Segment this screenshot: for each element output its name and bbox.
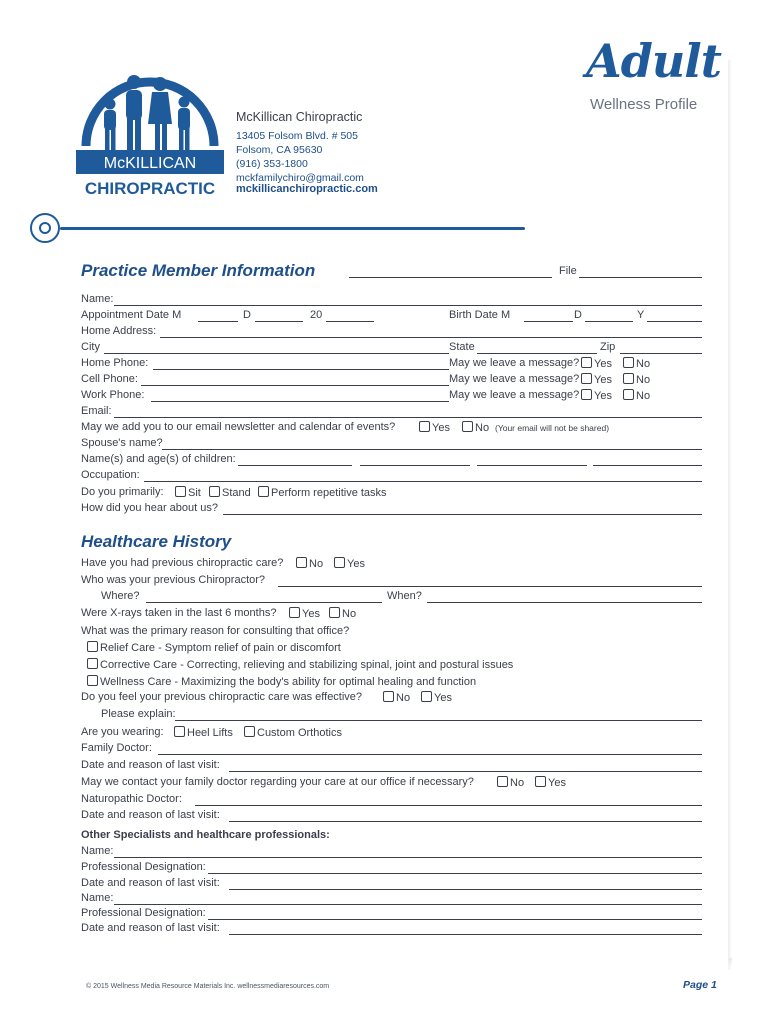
cell-msg-no[interactable] xyxy=(623,373,650,386)
other-name-field-1[interactable] xyxy=(114,845,702,858)
designation-field-1[interactable] xyxy=(208,861,702,874)
other-name-field-2[interactable] xyxy=(114,892,702,905)
file-label: File xyxy=(559,265,577,277)
work-msg-no[interactable] xyxy=(623,389,650,402)
effective-label: Do you feel your previous chiropractic care was effective? xyxy=(81,691,363,703)
work-phone-label: Work Phone: xyxy=(81,389,145,401)
primarily-row xyxy=(81,486,702,501)
file-row xyxy=(81,265,702,280)
effective-yes[interactable] xyxy=(421,691,452,704)
home-msg-label: May we leave a message? xyxy=(449,357,580,369)
form-title: Adult xyxy=(586,34,722,88)
zip-field[interactable] xyxy=(620,341,702,354)
other-name-label-2: Name: xyxy=(81,892,114,904)
checkbox-icon[interactable] xyxy=(244,726,255,737)
orthotics-option[interactable] xyxy=(244,726,342,739)
other-name-row-2 xyxy=(81,892,702,907)
appt-date-label: Appointment Date M xyxy=(81,309,182,321)
wearing-label: Are you wearing: xyxy=(81,726,164,738)
birth-day-label: D xyxy=(574,309,582,321)
designation-row-2 xyxy=(81,907,702,922)
work-msg-label: May we leave a message? xyxy=(449,389,580,401)
child-field-3[interactable] xyxy=(477,453,587,466)
prev-care-no[interactable] xyxy=(296,557,323,570)
history-title: Healthcare History xyxy=(81,532,232,551)
clinic-name: McKillican Chiropractic xyxy=(236,110,363,124)
occupation-label: Occupation: xyxy=(81,469,140,481)
other-specialists-label: Other Specialists and healthcare professionals: xyxy=(81,829,330,841)
yes-label: Yes xyxy=(594,390,612,402)
corrective-row xyxy=(81,658,702,673)
designation-label-2: Professional Designation: xyxy=(81,907,206,919)
family-visit-field[interactable] xyxy=(229,759,702,772)
orthotics-label: Custom Orthotics xyxy=(257,727,342,739)
rule-ring-inner xyxy=(39,222,51,234)
checkbox-icon[interactable] xyxy=(174,726,185,737)
sit-label: Sit xyxy=(188,487,201,499)
city-label: City xyxy=(81,341,100,353)
sit-option[interactable] xyxy=(175,486,201,499)
no-label: No xyxy=(636,358,651,370)
practice-title: Practice Member Information xyxy=(81,261,316,280)
work-phone-field[interactable] xyxy=(151,389,449,402)
primarily-label: Do you primarily: xyxy=(81,486,164,498)
wellness-option[interactable] xyxy=(87,675,476,688)
email-field[interactable] xyxy=(114,405,702,418)
stand-option[interactable] xyxy=(209,486,251,499)
name-row xyxy=(81,293,702,308)
newsletter-label: May we add you to our email newsletter and calendar of events? xyxy=(81,421,396,433)
designation-row-1 xyxy=(81,861,702,876)
relief-label: Relief Care - Symptom relief of pain or discomfort xyxy=(100,642,341,654)
prev-chiro-row xyxy=(81,574,702,589)
city-field[interactable] xyxy=(104,341,449,354)
home-msg-yes[interactable] xyxy=(581,357,612,370)
form-subtitle: Wellness Profile xyxy=(590,96,698,113)
no-label: No xyxy=(475,422,490,434)
other-name-label-1: Name: xyxy=(81,845,114,857)
contact-row xyxy=(81,776,702,791)
contact-yes[interactable] xyxy=(535,776,566,789)
wearing-row xyxy=(81,726,702,741)
prev-chiro-field[interactable] xyxy=(278,574,702,587)
header-rule xyxy=(60,227,525,230)
checkbox-icon[interactable] xyxy=(296,557,307,568)
xrays-yes[interactable] xyxy=(289,607,320,620)
children-label: Name(s) and age(s) of children: xyxy=(81,453,236,465)
hear-row xyxy=(81,502,702,517)
contact-label: May we contact your family doctor regarding your care at our office if necessary? xyxy=(81,776,474,788)
explain-label: Please explain: xyxy=(101,708,176,720)
prev-chiro-label: Who was your previous Chiropractor? xyxy=(81,574,266,586)
prev-care-yes[interactable] xyxy=(334,557,365,570)
family-logo xyxy=(76,38,224,204)
name-label: Name: xyxy=(81,293,114,305)
appt-year-field[interactable] xyxy=(326,309,374,322)
checkbox-icon[interactable] xyxy=(209,486,220,497)
state-field[interactable] xyxy=(477,341,597,354)
repetitive-option[interactable] xyxy=(258,486,387,499)
email-row xyxy=(81,405,702,420)
cell-phone-field[interactable] xyxy=(141,373,449,386)
designation-field-2[interactable] xyxy=(208,907,702,920)
no-label: No xyxy=(342,608,357,620)
spouse-field[interactable] xyxy=(162,437,702,450)
no-label: No xyxy=(510,777,525,789)
child-field-4[interactable] xyxy=(593,453,702,466)
hear-label: How did you hear about us? xyxy=(81,502,218,514)
where-field[interactable] xyxy=(146,590,382,603)
checkbox-icon[interactable] xyxy=(623,373,634,384)
children-row xyxy=(81,453,702,468)
other-row xyxy=(81,829,702,844)
prev-care-label: Have you had previous chiropractic care? xyxy=(81,557,284,569)
xrays-row xyxy=(81,607,702,622)
checkbox-icon[interactable] xyxy=(581,357,592,368)
zip-label: Zip xyxy=(600,341,616,353)
effective-no[interactable] xyxy=(383,691,410,704)
yes-label: Yes xyxy=(594,358,612,370)
checkbox-icon[interactable] xyxy=(535,776,546,787)
no-label: No xyxy=(309,558,324,570)
appt-month-field[interactable] xyxy=(198,309,238,322)
home-phone-row xyxy=(81,357,702,372)
checkbox-icon[interactable] xyxy=(419,421,430,432)
where-label: Where? xyxy=(101,590,140,602)
child-field-2[interactable] xyxy=(360,453,470,466)
checkbox-icon[interactable] xyxy=(623,357,634,368)
xrays-no[interactable] xyxy=(329,607,356,620)
checkbox-icon[interactable] xyxy=(175,486,186,497)
other-visit-field-1[interactable] xyxy=(229,877,702,890)
checkbox-icon[interactable] xyxy=(329,607,340,618)
name-field[interactable] xyxy=(114,293,702,306)
no-label: No xyxy=(636,374,651,386)
checkbox-icon[interactable] xyxy=(497,776,508,787)
checkbox-icon[interactable] xyxy=(258,486,269,497)
corrective-label: Corrective Care - Correcting, relieving and stabilizing spinal, joint and postural issues xyxy=(100,659,514,671)
other-visit-label-1: Date and reason of last visit: xyxy=(81,877,220,889)
heel-label: Heel Lifts xyxy=(187,727,233,739)
logo-top-text: McKILLICAN xyxy=(103,155,197,172)
cell-phone-row xyxy=(81,373,702,388)
checkbox-icon[interactable] xyxy=(581,389,592,400)
other-visit-field-2[interactable] xyxy=(229,922,702,935)
hear-field[interactable] xyxy=(223,502,702,515)
yes-label: Yes xyxy=(434,692,452,704)
wellness-row xyxy=(81,675,702,690)
effective-row xyxy=(81,691,702,706)
email-label: Email: xyxy=(81,405,112,417)
yes-label: Yes xyxy=(548,777,566,789)
page-number: Page 1 xyxy=(683,979,717,991)
city-row xyxy=(81,341,702,356)
occupation-row xyxy=(81,469,702,484)
explain-row xyxy=(81,708,702,723)
dates-row xyxy=(81,309,702,324)
corrective-option[interactable] xyxy=(87,658,513,671)
checkbox-icon[interactable] xyxy=(421,691,432,702)
copyright-footer: © 2015 Wellness Media Resource Materials Inc. wellnessmediaresources.com xyxy=(86,983,330,990)
appt-year-label: 20 xyxy=(310,309,323,321)
address-line2: Folsom, CA 95630 xyxy=(236,144,323,156)
checkbox-icon[interactable] xyxy=(87,641,98,652)
naturopathic-field[interactable] xyxy=(195,793,702,806)
home-msg-no[interactable] xyxy=(623,357,650,370)
contact-no[interactable] xyxy=(497,776,524,789)
xrays-label: Were X-rays taken in the last 6 months? xyxy=(81,607,277,619)
occupation-field[interactable] xyxy=(144,469,702,482)
clinic-phone: (916) 353-1800 xyxy=(236,158,308,170)
birth-month-field[interactable] xyxy=(524,309,573,322)
naturopathic-row xyxy=(81,793,702,808)
appt-day-label: D xyxy=(243,309,251,321)
birth-date-label: Birth Date M xyxy=(449,309,511,321)
no-label: No xyxy=(396,692,411,704)
family-doc-row xyxy=(81,742,702,757)
repetitive-label: Perform repetitive tasks xyxy=(271,487,387,499)
child-field-1[interactable] xyxy=(238,453,352,466)
yes-label: Yes xyxy=(432,422,450,434)
yes-label: Yes xyxy=(594,374,612,386)
birth-day-field[interactable] xyxy=(585,309,633,322)
yes-label: Yes xyxy=(302,608,320,620)
cell-phone-label: Cell Phone: xyxy=(81,373,138,385)
clinic-website: mckillicanchiropractic.com xyxy=(236,183,378,195)
prev-care-row xyxy=(81,557,702,572)
yes-label: Yes xyxy=(347,558,365,570)
state-label: State xyxy=(449,341,475,353)
logo-bottom-text: CHIROPRACTIC xyxy=(84,179,216,198)
home-address-label: Home Address: xyxy=(81,325,157,337)
cell-msg-yes[interactable] xyxy=(581,373,612,386)
relief-option[interactable] xyxy=(87,641,341,654)
checkbox-icon[interactable] xyxy=(383,691,394,702)
reason-row xyxy=(81,625,702,640)
designation-label-1: Professional Designation: xyxy=(81,861,206,873)
birth-year-field[interactable] xyxy=(647,309,702,322)
home-address-field[interactable] xyxy=(160,325,702,338)
heel-option[interactable] xyxy=(174,726,233,739)
address-line1: 13405 Folsom Blvd. # 505 xyxy=(236,130,358,142)
checkbox-icon[interactable] xyxy=(462,421,473,432)
reason-label: What was the primary reason for consulting that office? xyxy=(81,625,350,637)
cell-msg-label: May we leave a message? xyxy=(449,373,580,385)
relief-row xyxy=(81,641,702,656)
spouse-row xyxy=(81,437,702,452)
family-doc-label: Family Doctor: xyxy=(81,742,152,754)
when-field[interactable] xyxy=(427,590,702,603)
checkbox-icon[interactable] xyxy=(289,607,300,618)
other-name-row-1 xyxy=(81,845,702,860)
explain-field[interactable] xyxy=(175,708,702,721)
checkbox-icon[interactable] xyxy=(623,389,634,400)
clinic-email: mckfamilychiro@gmail.com xyxy=(236,172,364,184)
address-row xyxy=(81,325,702,340)
family-visit-label: Date and reason of last visit: xyxy=(81,759,220,771)
checkbox-icon[interactable] xyxy=(334,557,345,568)
other-visit-row-2 xyxy=(81,922,702,937)
naturopathic-label: Naturopathic Doctor: xyxy=(81,793,182,805)
where-when-row xyxy=(81,590,702,605)
spouse-label: Spouse's name? xyxy=(81,437,163,449)
naturo-visit-field[interactable] xyxy=(229,809,702,822)
work-phone-row xyxy=(81,389,702,404)
stand-label: Stand xyxy=(222,487,251,499)
work-msg-yes[interactable] xyxy=(581,389,612,402)
checkbox-icon[interactable] xyxy=(87,675,98,686)
birth-year-label: Y xyxy=(637,309,645,321)
other-visit-label-2: Date and reason of last visit: xyxy=(81,922,220,934)
newsletter-yes[interactable] xyxy=(419,421,450,434)
appt-day-field[interactable] xyxy=(255,309,303,322)
no-label: No xyxy=(636,390,651,402)
when-label: When? xyxy=(387,590,422,602)
newsletter-no[interactable] xyxy=(462,421,489,434)
naturo-visit-row xyxy=(81,809,702,824)
naturo-visit-label: Date and reason of last visit: xyxy=(81,809,220,821)
newsletter-row xyxy=(81,421,702,436)
home-phone-label: Home Phone: xyxy=(81,357,149,369)
not-shared-note: (Your email will not be shared) xyxy=(495,423,610,433)
file-field[interactable] xyxy=(579,265,702,278)
wellness-label: Wellness Care - Maximizing the body's ability for optimal healing and function xyxy=(100,676,477,688)
family-doc-field[interactable] xyxy=(158,742,702,755)
family-visit-row xyxy=(81,759,702,774)
checkbox-icon[interactable] xyxy=(581,373,592,384)
other-visit-row-1 xyxy=(81,877,702,892)
checkbox-icon[interactable] xyxy=(87,658,98,669)
home-phone-field[interactable] xyxy=(153,357,449,370)
